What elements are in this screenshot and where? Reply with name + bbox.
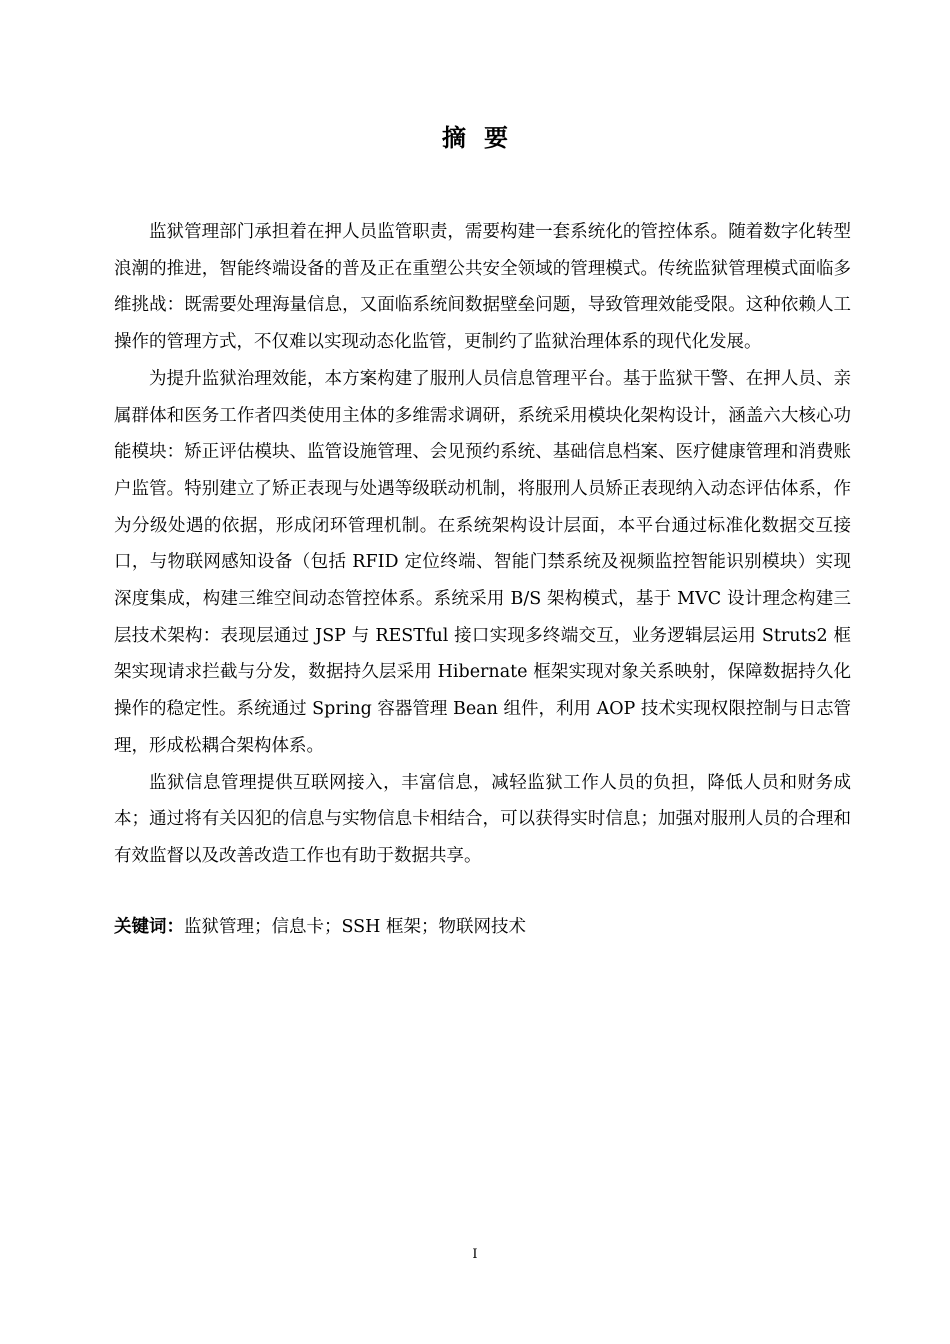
- page-number: I: [472, 1247, 478, 1262]
- abstract-paragraph-2: 为提升监狱治理效能，本方案构建了服刑人员信息管理平台。基于监狱干警、在押人员、亲属群体和医务工作者四类使用主体的多维需求调研，系统采用模块化架构设计，涵盖六大核心功能模块：矫正评估模块、监管设施管理、会见预约系统、基础信息档案、医疗健康管理和消费账户监管。特别建立了矫正表现与处遇等级联动机制，将服刑人员矫正表现纳入动态评估体系，作为分级处遇的依据，形成闭环管理机制。在系统架构设计层面，本平台通过标准化数据交互接口，与物联网感知设备（包括 RFID 定位终端、智能门禁系统及视频监控智能识别模块）实现深度集成，构建三维空间动态管控体系。系统采用 B/S 架构模式，基于 MVC 设计理念构建三层技术架构：表现层通过 JSP 与 RESTful 接口实现多终端交互，业务逻辑层运用 Struts2 框架实现请求拦截与分发，数据持久层采用 Hibernate 框架实现对象关系映射，保障数据持久化操作的稳定性。系统通过 Spring 容器管理 Bean 组件，利用 AOP 技术实现权限控制与日志管理，形成松耦合架构体系。: [114, 368, 851, 756]
- keywords-label: 关键词：: [114, 916, 184, 937]
- abstract-body: [114, 214, 851, 945]
- page-title: 摘要: [442, 123, 526, 152]
- keywords-line: [114, 909, 851, 946]
- keywords-list: 监狱管理；信息卡；SSH 框架；物联网技术: [184, 916, 526, 937]
- abstract-paragraph-3: 监狱信息管理提供互联网接入，丰富信息，减轻监狱工作人员的负担，降低人员和财务成本；通过将有关囚犯的信息与实物信息卡相结合，可以获得实时信息；加强对服刑人员的合理和有效监督以及改善改造工作也有助于数据共享。: [114, 772, 851, 866]
- abstract-paragraph-1: 监狱管理部门承担着在押人员监管职责，需要构建一套系统化的管控体系。随着数字化转型浪潮的推进，智能终端设备的普及正在重塑公共安全领域的管理模式。传统监狱管理模式面临多维挑战：既需要处理海量信息，又面临系统间数据壁垒问题，导致管理效能受限。这种依赖人工操作的管理方式，不仅难以实现动态化监管，更制约了监狱治理体系的现代化发展。: [114, 222, 851, 353]
